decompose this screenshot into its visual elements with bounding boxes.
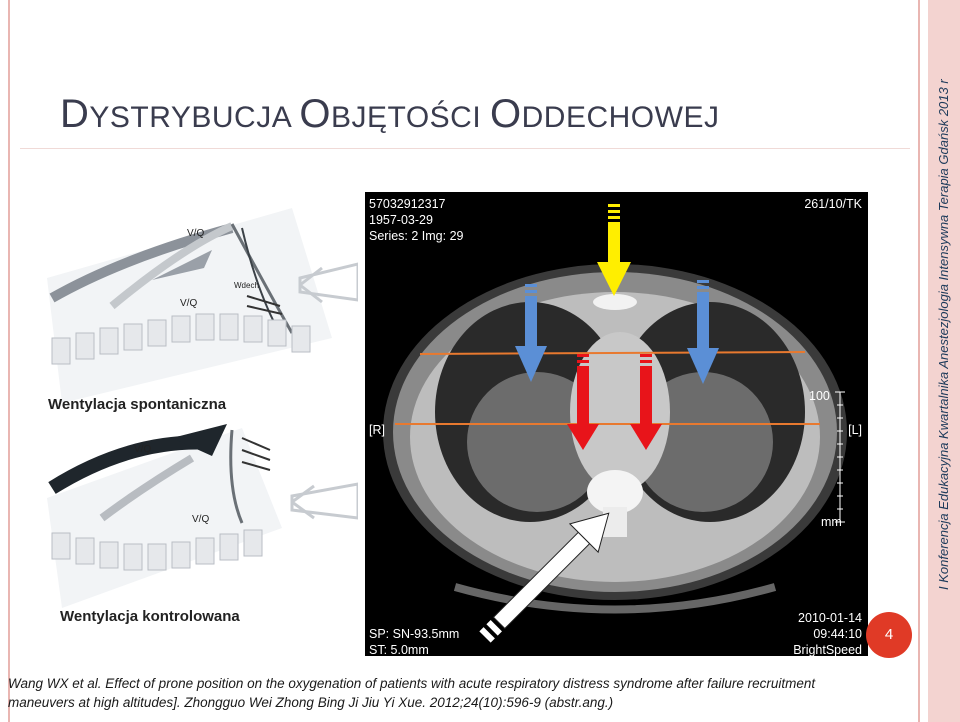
controlled-panel: [47, 424, 358, 608]
caption-spontaneous: Wentylacja spontaniczna: [48, 396, 227, 413]
ct-patient-id: 57032912317: [369, 197, 446, 211]
title-initial: D: [60, 92, 90, 136]
ct-contrast: BrightSpeed: [793, 643, 862, 656]
ct-scale-unit: mm: [821, 515, 842, 529]
vq-label: V/Q: [134, 444, 152, 455]
vq-label: V/Q: [180, 298, 198, 309]
ct-sp: SP: SN-93.5mm: [369, 627, 460, 641]
title-divider: [20, 148, 910, 149]
ct-birth-date: 1957-03-29: [369, 213, 433, 227]
ct-date: 2010-01-14: [798, 611, 862, 625]
vq-label: V/Q: [187, 228, 205, 239]
wdech-label: Wdech: [234, 281, 259, 290]
page-number-badge: 4: [866, 612, 912, 658]
ct-left-marker: [R]: [369, 423, 385, 437]
citation: [8, 674, 918, 712]
citation-line: Wang WX et al. Effect of prone position on the oxygenation of patients with acute respiratory distress syndrome after failure recruitment: [8, 676, 816, 691]
vq-label: V/Q: [192, 514, 210, 525]
ct-scale-value: 100: [809, 389, 830, 403]
citation-line: maneuvers at high altitudes]. Zhongguo Wei Zhong Bing Ji Jiu Yi Xue. 2012;24(10):596-9 (abstr.ang.): [8, 695, 614, 710]
title-part: BJĘTOŚCI: [331, 101, 491, 134]
ct-time: 09:44:10: [813, 627, 862, 641]
ct-scan-graphic: [365, 192, 868, 656]
slide-title: [60, 92, 719, 137]
title-initial: O: [490, 92, 522, 136]
caption-controlled: Wentylacja kontrolowana: [60, 608, 240, 625]
title-initial: O: [299, 92, 332, 136]
ct-top-right: 261/10/TK: [804, 197, 862, 211]
title-part: DDECHOWEJ: [521, 101, 720, 134]
conference-sidebar-text: I Konferencja Edukacyjna Kwartalnika Anestezjologia Intensywna Terapia Gdańsk 2013 r: [936, 79, 951, 590]
spontaneous-panel: [47, 208, 358, 403]
ct-series: Series: 2 Img: 29: [369, 229, 464, 243]
title-part: YSTRYBUCJA: [89, 101, 300, 134]
ct-right-marker: [L]: [848, 423, 862, 437]
ct-scan-image: [365, 192, 868, 656]
ct-st: ST: 5.0mm: [369, 643, 429, 656]
